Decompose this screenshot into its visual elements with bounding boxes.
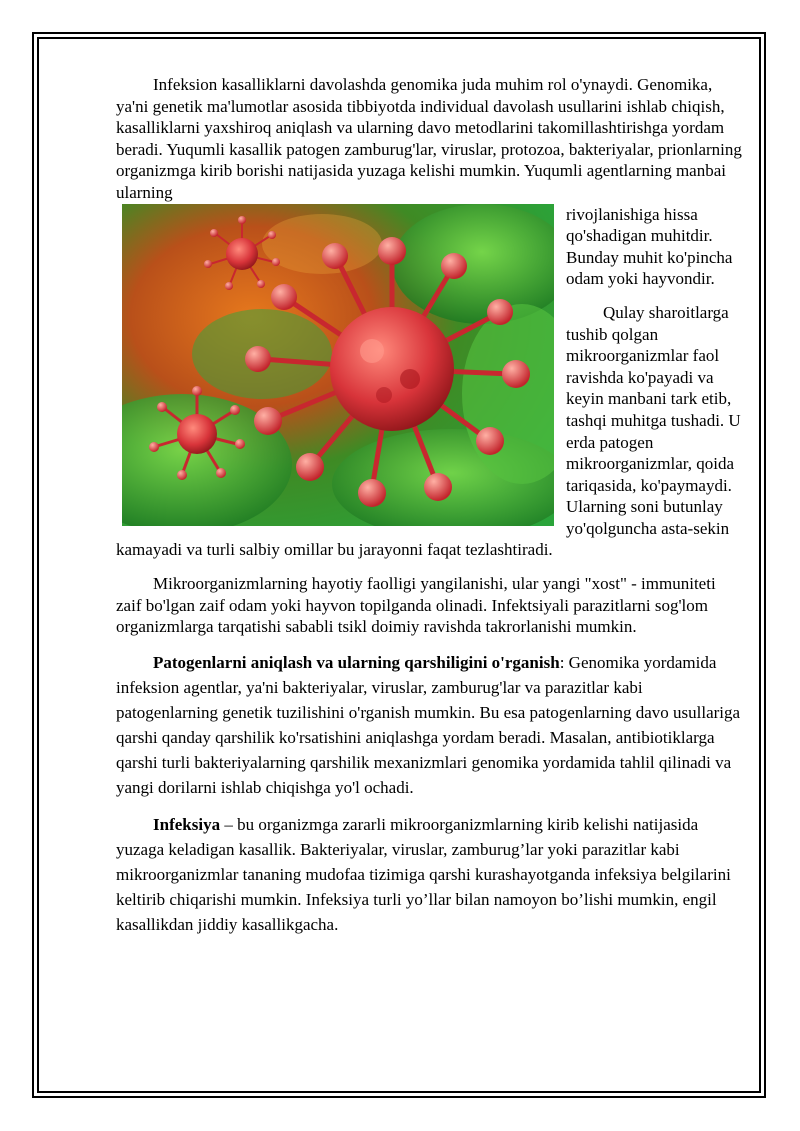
paragraph-gap bbox=[116, 561, 742, 573]
hosts-text: Mikroorganizmlarning hayotiy faolligi yangilanishi, ular yangi "xost" - immuniteti zaif bo'lgan zaif odam yoki hayvon topilganda olinadi. Infektsiyali parazitlarni sog'lom organizmlarga tarqatishi sababli tsikl doimiy ravishda takrorlanishi mumkin. bbox=[116, 574, 716, 637]
document-body bbox=[116, 74, 742, 937]
virus-illustration-icon bbox=[122, 204, 554, 526]
pathogens-text: : Genomika yordamida infeksion agentlar, ya'ni bakteriyalar, viruslar, zamburug'lar va parazitlar kabi patogenlarning genetik tuzilishini o'rganish mumkin. Bu esa patogenlarning davo usullariga qarshi qanday qarshilik ko'rsatishini aniqlashga yordam beradi. Masalan, antibiotiklarga qarshi turli bakteriyalarning qarshilik mexanizmlari genomika yordamida tahlil qilinadi va yangi dorilarni ishlab chiqishga yo'l ochadi. bbox=[116, 652, 741, 797]
infection-heading: Infeksiya bbox=[153, 814, 221, 834]
paragraph-gap bbox=[116, 800, 742, 812]
paragraph-infection bbox=[116, 812, 742, 937]
paragraph-pathogens bbox=[116, 650, 742, 800]
intro-text-tail: rivojlanishiga hissa qo'shadigan muhitdir. Bunday muhit ko'pincha odam yoki hayvondir. bbox=[566, 204, 733, 289]
infection-text: – bu organizmga zararli mikroorganizmlarning kirib kelishi natijasida yuzaga keladigan kasallik. Bakteriyalar, viruslar, zamburug’lar yoki parazitlar kabi mikroorganizmlar tananing mudofaa tizimiga qarshi kurashayotganda infeksiya belgilarini keltirib chiqarishi mumkin. Infeksiya turli yo’llar bilan namoyon bo’lishi mumkin, engil kasallikdan jiddiy kasallikgacha. bbox=[116, 814, 731, 934]
pathogens-heading: Patogenlarni aniqlash va ularning qarshiligini o'rganish bbox=[153, 652, 560, 672]
conditions-text: Qulay sharoitlarga tushib qolgan mikroorganizmlar faol ravishda ko'payadi va keyin manbani tark etib, tashqi muhitga tushadi. U erda patogen mikroorganizmlar, qoida tariqasida, ko'paymaydi. Ularning soni butunlay yo'qolguncha asta-sekin kamayadi va turli salbiy omillar bu jarayonni faqat tezlashtiradi. bbox=[116, 302, 741, 560]
intro-text-head: Infeksion kasalliklarni davolashda genomika juda muhim rol o'ynaydi. Genomika, ya'ni genetik ma'lumotlar asosida tibbiyotda individual davolash usullarini ishlab chiqish, kasalliklarni yaxshiroq aniqlash va ularning davo metodlarini takomillashtirishga yordam beradi. Yuqumli kasallik patogen zamburug'lar, viruslar, protozoa, bakteriyalar, prionlarning organizmga kirib borishi natijasida yuzaga kelishi mumkin. Yuqumli agentlarning manbai ularning bbox=[116, 75, 742, 202]
paragraph-hosts bbox=[116, 573, 742, 638]
paragraph-intro bbox=[116, 74, 742, 204]
paragraph-gap bbox=[116, 638, 742, 650]
